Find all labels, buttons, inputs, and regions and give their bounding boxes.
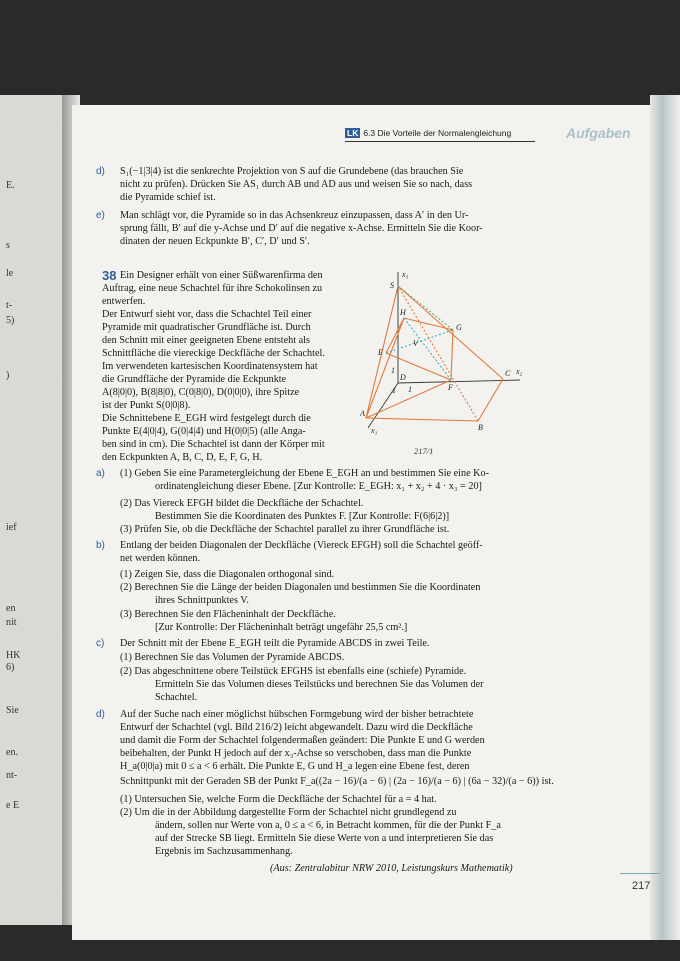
text-line: Pyramide mit quadratischer Grundfläche ist. Durch	[102, 322, 311, 333]
item-label: a)	[96, 468, 105, 479]
label-x2: x₂	[516, 367, 523, 376]
text-line: Ergebnis im Sachzusammenhang.	[155, 846, 293, 857]
label-d: D	[400, 373, 406, 382]
item-label: e)	[96, 210, 105, 221]
tick-label-x2: 1	[408, 385, 412, 394]
left-page-fragment	[0, 95, 70, 925]
text-line: (1) Geben Sie eine Parametergleichung der Ebene E_EGH an und bestimmen Sie eine Ko-	[120, 468, 489, 479]
label-f: F	[448, 383, 453, 392]
left-page-text-fragment: nt-	[6, 770, 18, 781]
page-edge	[650, 95, 680, 940]
item-label: b)	[96, 540, 105, 551]
text-line: Im verwendeten kartesischen Koordinatensystem hat	[102, 361, 318, 372]
label-s: S	[390, 281, 394, 290]
text-line: Punkte E(4|0|4), G(0|4|4) und H(0|0|5) (alle Anga-	[102, 426, 306, 437]
text-line: Auf der Suche nach einer möglichst hübschen Formgebung wird der bisher betrachtete	[120, 709, 474, 720]
text-line: (1) Berechnen Sie das Volumen der Pyramide ABCDS.	[120, 652, 345, 663]
label-e: E	[378, 348, 383, 357]
text-line: ihres Schnittpunktes V.	[155, 595, 249, 606]
left-page-text-fragment: Sie	[6, 705, 19, 716]
text-line: Die Schnittebene E_EGH wird festgelegt durch die	[102, 413, 311, 424]
text-line: den Schnitt mit einer geeigneten Ebene entsteht als	[102, 335, 310, 346]
text-line: Auftrag, eine neue Schachtel für ihre Schokolinsen zu	[102, 283, 323, 294]
text-line: [Zur Kontrolle: Der Flächeninhalt beträgt ungefähr 25,5 cm².]	[155, 622, 408, 633]
label-x1: x₁	[371, 426, 378, 435]
text-line: net werden können.	[120, 553, 201, 564]
label-c: C	[505, 369, 511, 378]
text-line: A(8|0|0), B(8|8|0), C(0|8|0), D(0|0|0), ihre Spitze	[102, 387, 300, 398]
left-page-text-fragment: 6)	[6, 662, 15, 673]
label-v: V	[413, 339, 418, 348]
lk-badge: LK	[347, 128, 359, 138]
label-a: A	[360, 409, 365, 418]
text-line: (3) Berechnen Sie den Flächeninhalt der Deckfläche.	[120, 609, 336, 620]
text-line: Ein Designer erhält von einer Süßwarenfirma den	[120, 270, 323, 281]
text-line: (2) Das Viereck EFGH bildet die Deckfläche der Schachtel.	[120, 498, 364, 509]
text-line: nicht zu prüfen). Drücken Sie AS₁ durch AB und AD aus und weisen Sie so nach, dass	[120, 179, 473, 190]
text-line: Der Schnitt mit der Ebene E_EGH teilt die Pyramide ABCDS in zwei Teile.	[120, 638, 430, 649]
label-h: H	[400, 308, 406, 317]
text-line: die Grundfläche der Pyramide die Eckpunkte	[102, 374, 287, 385]
left-page-text-fragment: )	[6, 370, 10, 381]
text-line: Bestimmen Sie die Koordinaten des Punktes F. [Zur Kontrolle: F(6|6|2)]	[155, 511, 450, 522]
text-line: den Eckpunkten A, B, C, D, E, F, G, H.	[102, 452, 263, 463]
figure-caption: 217/1	[414, 446, 434, 456]
edge-bs	[398, 286, 478, 421]
left-page-text-fragment: ief	[6, 522, 17, 533]
text-line: (2) Berechnen Sie die Länge der beiden Diagonalen und bestimmen Sie die Koordinaten	[120, 582, 481, 593]
text-line: ordinatengleichung dieser Ebene. [Zur Kontrolle: E_EGH: x₁ + x₂ + 4 · x₃ = 20]	[155, 481, 482, 492]
label-x3: x₃	[402, 270, 409, 279]
page-number: 217	[632, 880, 651, 892]
text-line: H_a(0|0|a) mit 0 ≤ a < 6 erhält. Die Punkte E, G und H_a legen eine Ebene fest, deren	[120, 761, 470, 772]
left-page-text-fragment: le	[6, 268, 14, 279]
text-line: (1) Zeigen Sie, dass die Diagonalen orthogonal sind.	[120, 569, 335, 580]
exercise-number: 38	[102, 268, 117, 283]
left-page-text-fragment: t-	[6, 300, 13, 311]
item-label: d)	[96, 166, 105, 177]
tick-label-x3: 1	[391, 366, 395, 375]
tick-label-x1: 1	[392, 386, 396, 395]
text-line: Entlang der beiden Diagonalen der Deckfläche (Viereck EFGH) soll die Schachtel geöff-	[120, 540, 483, 551]
side-label: Aufgaben	[566, 125, 631, 141]
text-line: (1) Untersuchen Sie, welche Form die Deckfläche der Schachtel für a = 4 hat.	[120, 794, 437, 805]
left-page-text-fragment: s	[6, 240, 10, 251]
text-line: und damit die Form der Schachtel folgendermaßen geändert: Die Punkte E und G werden	[120, 735, 485, 746]
text-line: ändern, sollen nur Werte von a, 0 ≤ a < 6, in Betracht kommen, für die der Punkt F_a	[155, 820, 501, 831]
text-line: Schnittfläche die viereckige Deckfläche der Schachtel.	[102, 348, 325, 359]
text-line: S₁(−1|3|4) ist die senkrechte Projektion von S auf die Grundebene (das brauchen Sie	[120, 166, 464, 177]
text-line: ben sind in cm). Die Schachtel ist dann der Körper mit	[102, 439, 325, 450]
left-page-text-fragment: en	[6, 603, 16, 614]
page-number-rule	[620, 873, 660, 874]
left-page-text-fragment: e E	[6, 800, 20, 811]
item-label: d)	[96, 709, 105, 720]
text-line: (2) Um die in der Abbildung dargestellte Form der Schachtel nicht grundlegend zu	[120, 807, 457, 818]
left-page-text-fragment: E.	[6, 180, 15, 191]
text-line: (3) Prüfen Sie, ob die Deckfläche der Schachtel parallel zu ihrer Grundfläche ist.	[120, 524, 450, 535]
left-page-text-fragment: 5)	[6, 315, 15, 326]
text-line: entwerfen.	[102, 296, 146, 307]
left-page-text-fragment: nit	[6, 617, 17, 628]
pyramid-figure	[358, 268, 528, 443]
text-line: sprung fällt, B′ auf die y-Achse und D′ auf die negative x-Achse. Ermitteln Sie die Koor-	[120, 223, 483, 234]
text-line: ist der Punkt S(0|0|8).	[102, 400, 191, 411]
edge-fg	[451, 330, 453, 380]
section-header	[345, 128, 511, 138]
text-line: Der Entwurf sieht vor, dass die Schachtel Teil einer	[102, 309, 312, 320]
left-page-text-fragment: en.	[6, 747, 18, 758]
text-line: Entwurf der Schachtel (vgl. Bild 216/2) leicht abgewandelt. Dazu wird die Deckfläche	[120, 722, 473, 733]
header-rule	[345, 141, 535, 142]
text-line: auf der Strecke SB liegt. Ermitteln Sie diese Werte von a und interpretieren Sie das	[155, 833, 494, 844]
text-line: Man schlägt vor, die Pyramide so in das Achsenkreuz einzupassen, dass A′ in den Ur-	[120, 210, 469, 221]
label-b: B	[478, 423, 483, 432]
text-line: dinaten der neuen Eckpunkte B′, C′, D′ und S′.	[120, 236, 310, 247]
edge-ab	[366, 418, 478, 421]
label-g: G	[456, 323, 462, 332]
text-line: die Pyramide schief ist.	[120, 192, 216, 203]
text-line: Ermitteln Sie das Volumen dieses Teilstücks und berechnen Sie das Volumen der	[155, 679, 484, 690]
item-label: c)	[96, 638, 105, 649]
text-line: Schachtel.	[155, 692, 198, 703]
left-page-text-fragment: HK	[6, 650, 21, 661]
section-title: 6.3 Die Vorteile der Normalengleichung	[363, 128, 512, 138]
text-line: (2) Das abgeschnittene obere Teilstück EFGHS ist ebenfalls eine (schiefe) Pyramide.	[120, 666, 467, 677]
text-line: Schnittpunkt mit der Geraden SB der Punkt F_a((2a − 16)/(a − 6) | (2a − 16)/(a − 6) | (6a − 32)/(a − 6)) ist.	[120, 776, 554, 787]
text-line: beibehalten, der Punkt H jedoch auf der x₃-Achse so verschoben, dass man die Punkte	[120, 748, 472, 759]
text-line: (Aus: Zentralabitur NRW 2010, Leistungskurs Mathematik)	[270, 863, 513, 874]
edge-bc	[478, 379, 503, 421]
